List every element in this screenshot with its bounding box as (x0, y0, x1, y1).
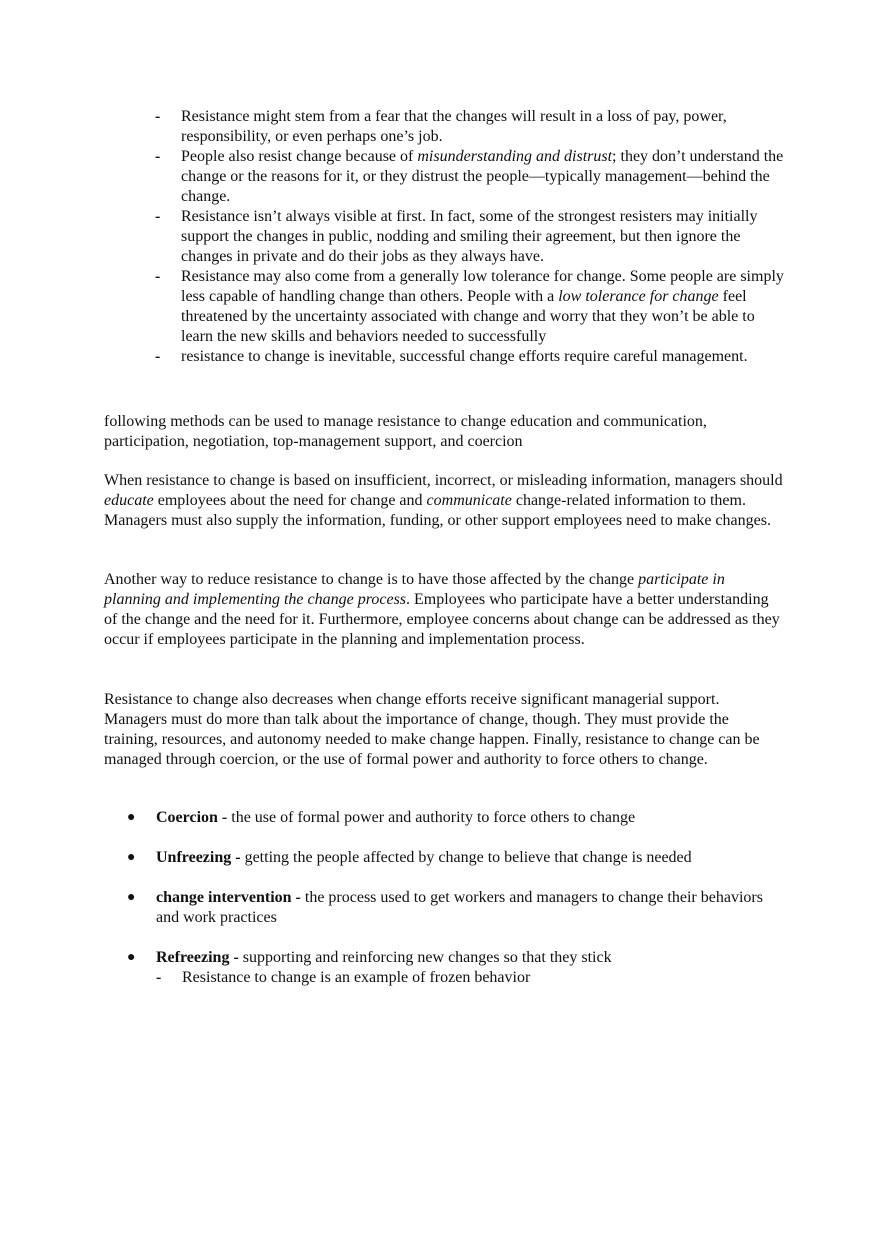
definition-text: the process used to get workers and managers to change their behaviors and work practices (156, 889, 763, 926)
definition-text: the use of formal power and authority to force others to change (231, 809, 636, 826)
dash-marker: - (155, 348, 161, 365)
definitions-list (127, 808, 777, 1008)
bullet-marker: ● (127, 950, 136, 965)
emphasis-text: low tolerance for change (558, 288, 719, 305)
paragraph-text: change-related information to them. Managers must also supply the information, funding, or other support employees need to make changes. (104, 492, 771, 529)
list-item (127, 948, 777, 988)
bullet-marker: ● (127, 810, 136, 825)
emphasis-text: participate in planning and implementing the change process (104, 571, 725, 608)
paragraph-text: When resistance to change is based on insufficient, incorrect, or misleading information, managers should (104, 472, 783, 489)
bullet-marker: ● (127, 890, 136, 905)
definition-text: getting the people affected by change to believe that change is needed (244, 849, 692, 866)
list-item-text: resistance to change is inevitable, successful change efforts require careful management. (181, 348, 748, 365)
list-item (155, 207, 785, 267)
list-item (127, 808, 777, 828)
list-item-text: feel threatened by the uncertainty associated with change and worry that they won’t be able to learn the new skills and behaviors needed to successfully (181, 288, 755, 345)
list-item (155, 147, 785, 207)
definition-term: Unfreezing - (156, 849, 245, 866)
paragraph-text: . Employees who participate have a better understanding of the change and the need for it. Furthermore, employee concerns about change can be addressed as they occur if employees participate in the planning and implementation process. (104, 591, 780, 648)
methods-paragraph: following methods can be used to manage resistance to change education and communication, participation, negotiation, top-management support, and coercion (104, 413, 707, 450)
list-item-text: People also resist change because of (181, 148, 418, 165)
participate-paragraph (104, 570, 784, 650)
definition-term: Coercion - (156, 809, 232, 826)
definition-text: supporting and reinforcing new changes so that they stick (242, 949, 612, 966)
dash-marker: - (156, 969, 162, 986)
list-item (155, 347, 785, 367)
bullet-marker: ● (127, 850, 136, 865)
list-item-text: Resistance might stem from a fear that the changes will result in a loss of pay, power, responsibility, or even perhaps one’s job. (181, 108, 727, 145)
paragraph-text: employees about the need for change and (153, 492, 427, 509)
list-item-text: Resistance to change is an example of frozen behavior (182, 969, 531, 986)
list-item (127, 848, 777, 868)
list-item-text: Resistance may also come from a generally low tolerance for change. Some people are simply less capable of handling change than others. People with a (181, 268, 784, 305)
dash-marker: - (155, 148, 161, 165)
list-item (127, 888, 777, 928)
sub-list (156, 968, 777, 988)
emphasis-text: misunderstanding and distrust (417, 148, 613, 165)
dash-marker: - (155, 268, 161, 285)
resistance-dash-list (155, 107, 785, 367)
list-item (155, 107, 785, 147)
list-item (156, 968, 777, 988)
support-paragraph: Resistance to change also decreases when change efforts receive significant managerial support. Managers must do more than talk about the importance of change, though. They must provide the training, resources, and autonomy needed to make change happen. Finally, resistance to change can be managed through coercion, or the use of formal power and authority to force others to change. (104, 691, 760, 768)
dash-marker: - (155, 108, 161, 125)
emphasis-text: educate (104, 492, 154, 509)
definition-term: Refreezing - (156, 949, 243, 966)
list-item-text: Resistance isn’t always visible at first. In fact, some of the strongest resisters may initially support the changes in public, nodding and smiling their agreement, but then ignore the changes in private and do their jobs as they always have. (181, 208, 758, 265)
list-item (155, 267, 785, 347)
list-item-text: ; they don’t understand the change or the reasons for it, or they distrust the people—typically management—behind the change. (181, 148, 784, 205)
emphasis-text: communicate (426, 492, 512, 509)
paragraph-text: Another way to reduce resistance to change is to have those affected by the change (104, 571, 639, 588)
definition-term: change intervention - (156, 889, 305, 906)
educate-paragraph (104, 471, 784, 531)
dash-marker: - (155, 208, 161, 225)
